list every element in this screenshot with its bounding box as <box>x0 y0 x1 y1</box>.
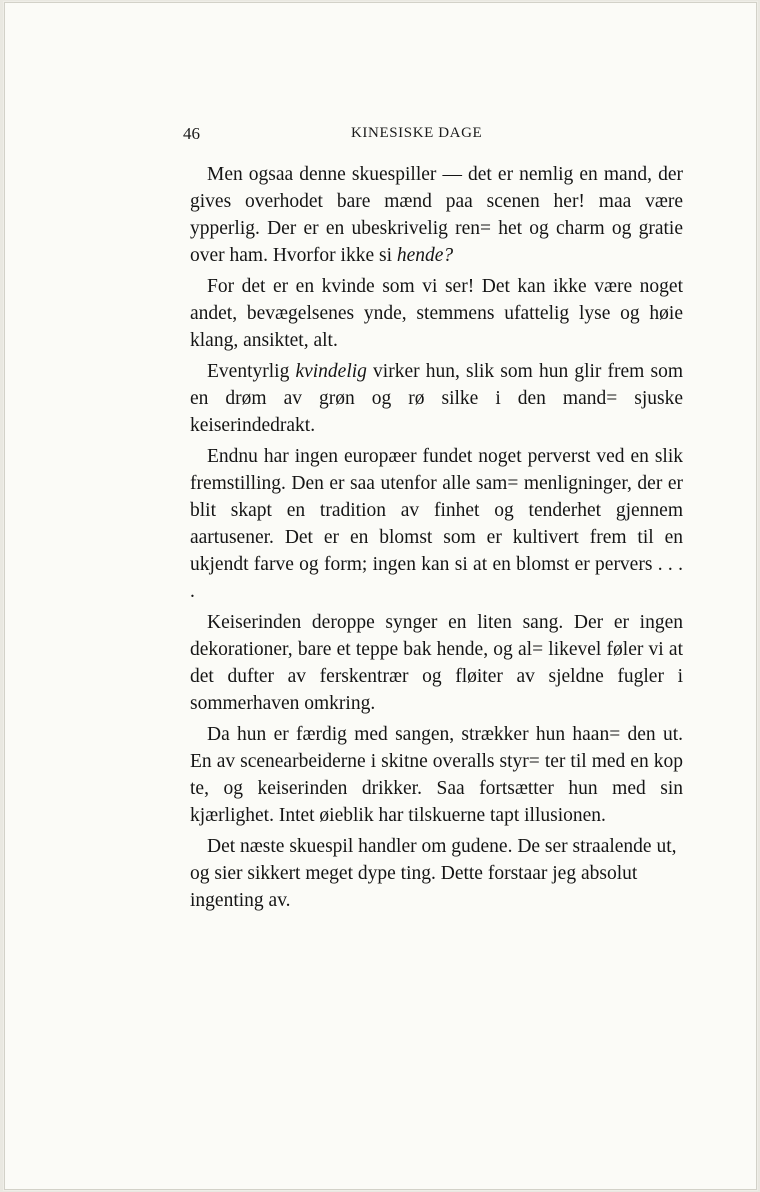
paragraph-text: Eventyrlig <box>207 361 296 382</box>
page-header <box>183 124 683 146</box>
paragraph <box>190 358 683 439</box>
running-head: KINESISKE DAGE <box>351 125 483 141</box>
paragraph-text: virker hun, slik som hun glir frem som en drøm av grøn og rø silke i den mand= sjuske keiserindedrakt. <box>190 361 683 436</box>
paragraph-text: For det er en kvinde som vi ser! Det kan ikke være noget andet, bevægelsenes ynde, stemmens ufattelig lyse og høie klang, ansiktet, alt. <box>190 276 683 351</box>
page-number: 46 <box>183 124 200 143</box>
body-text <box>190 161 683 918</box>
paragraph <box>190 609 683 717</box>
paragraph-text: Da hun er færdig med sangen, strækker hun haan= den ut. En av scenearbeiderne i skitne overalls styr= ter til med en kop te, og keiserinden drikker. Saa fortsætter hun med sin kjærlighet. Intet øieblik har tilskuerne tapt illusionen. <box>190 724 683 826</box>
paragraph <box>190 161 683 269</box>
paragraph-text: Endnu har ingen europæer fundet noget perverst ved en slik fremstilling. Den er saa utenfor alle sam= menligninger, der er blit skapt en tradition av finhet og tenderhet gjennem aartusener. Det er en blomst som er kultivert frem til en ukjendt farve og form; ingen kan si at en blomst er pervers . . . . <box>190 446 683 602</box>
paragraph <box>190 721 683 829</box>
paragraph <box>190 273 683 354</box>
emphasis-text: hende? <box>396 245 454 266</box>
paragraph <box>190 833 683 914</box>
paragraph <box>190 443 683 605</box>
book-page <box>4 2 757 1190</box>
emphasis-text: kvindelig <box>295 361 367 382</box>
paragraph-text: Men ogsaa denne skuespiller — det er nemlig en mand, der gives overhodet bare mænd paa scenen her! maa være ypperlig. Der er en ubeskrivelig ren= het og charm og gratie over ham. Hvorfor ikke si <box>190 164 683 266</box>
paragraph-text: Keiserinden deroppe synger en liten sang. Der er ingen dekorationer, bare et teppe bak hende, og al= likevel føler vi at det dufter av ferskentrær og fløiter av sjeldne fugler i sommerhaven omkring. <box>190 612 683 714</box>
paragraph-text: Det næste skuespil handler om gudene. De ser straalende ut, og sier sikkert meget dype ting. Dette forstaar jeg absolut ingenting av. <box>190 836 677 911</box>
